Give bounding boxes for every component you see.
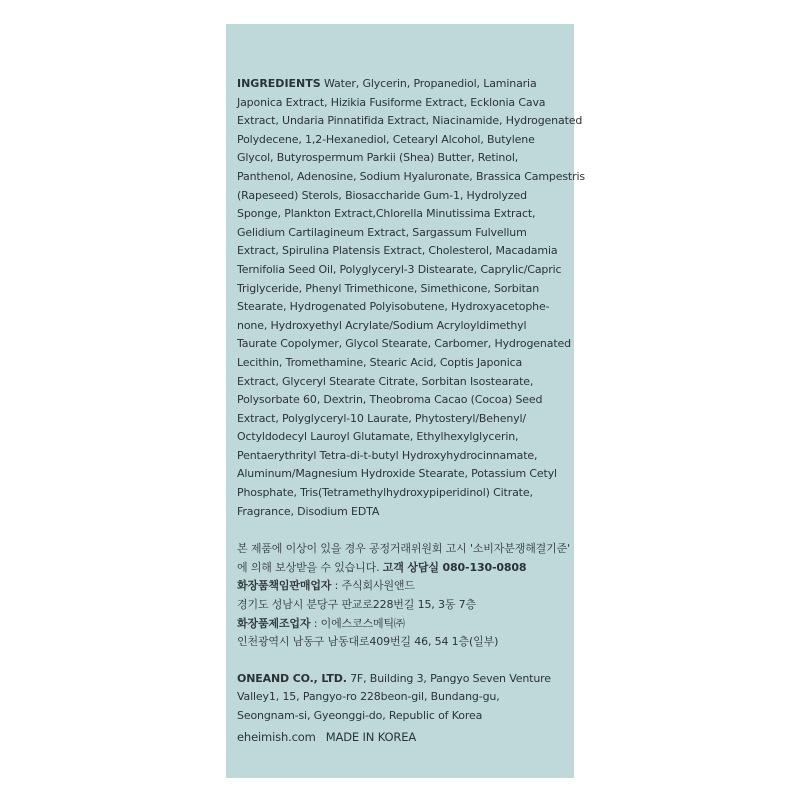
ingredients-line: Taurate Copolymer, Glycol Stearate, Carbomer, Hydrogenated	[237, 337, 571, 351]
seller-line	[237, 577, 564, 596]
consumer-dispute-notice: 본 제품에 이상이 있을 경우 공정거래위원회 고시 '소비자분쟁해결기준'	[237, 542, 570, 556]
company-address-line	[237, 670, 564, 689]
ingredients-line: Octyldodecyl Lauroyl Glutamate, Ethylhexylglycerin,	[237, 430, 519, 444]
maker-value: : 이에스코스메틱㈜	[310, 616, 405, 630]
company-address-line: Valley1, 15, Pangyo-ro 228beon-gil, Bundang-gu,	[237, 690, 500, 704]
ingredients-line: Pentaerythrityl Tetra-di-t-butyl Hydroxyhydrocinnamate,	[237, 448, 538, 462]
ingredients-line: Aluminum/Magnesium Hydroxide Stearate, Potassium Cetyl	[237, 467, 557, 481]
company-address-part: 7F, Building 3, Pangyo Seven Venture	[346, 671, 551, 685]
ingredients-line: (Rapeseed) Sterols, Biosaccharide Gum-1, Hydrolyzed	[237, 188, 527, 202]
compensation-text: 에 의해 보상받을 수 있습니다.	[237, 560, 383, 574]
company-name: ONEAND CO., LTD.	[237, 671, 347, 685]
ingredients-line: Fragrance, Disodium EDTA	[237, 504, 380, 518]
company-address-line: Seongnam-si, Gyeonggi-do, Republic of Korea	[237, 709, 483, 722]
ingredients-line: Extract, Spirulina Platensis Extract, Cholesterol, Macadamia	[237, 244, 558, 258]
korean-notice-section	[237, 540, 570, 652]
maker-label: 화장품제조업자	[237, 616, 311, 630]
made-in-text: MADE IN KOREA	[325, 729, 417, 744]
footer-line	[237, 728, 564, 747]
seller-value: : 주식회사원앤드	[331, 579, 415, 593]
ingredients-line: Polysorbate 60, Dextrin, Theobroma Cacao (Cocoa) Seed	[237, 393, 543, 407]
ingredients-line: Triglyceride, Phenyl Trimethicone, Simethicone, Sorbitan	[237, 281, 540, 295]
company-section	[237, 670, 564, 746]
maker-line	[237, 615, 564, 634]
ingredients-line: Extract, Glyceryl Stearate Citrate, Sorbitan Isostearate,	[237, 374, 534, 388]
customer-center-label: 고객 상담실	[382, 560, 439, 574]
ingredients-heading: INGREDIENTS	[237, 77, 321, 90]
maker-address: 인천광역시 남동구 남동대로409번길 46, 54 1층(일부)	[237, 635, 499, 649]
compensation-notice-line	[237, 559, 564, 578]
product-label-panel	[226, 24, 585, 778]
ingredients-line: Japonica Extract, Hizikia Fusiforme Extract, Ecklonia Cava	[237, 95, 546, 109]
ingredients-line: Sponge, Plankton Extract,Chlorella Minutissima Extract,	[237, 207, 536, 221]
customer-center-phone: 080-130-0808	[438, 560, 527, 574]
seller-label: 화장품책임판매업자	[237, 579, 332, 593]
ingredients-line: Extract, Polyglyceryl-10 Laurate, Phytosteryl/Behenyl/	[237, 411, 526, 425]
ingredients-line: Ternifolia Seed Oil, Polyglyceryl-3 Distearate, Caprylic/Capric	[237, 262, 562, 276]
ingredients-line: Lecithin, Tromethamine, Stearic Acid, Coptis Japonica	[237, 355, 523, 369]
ingredients-line: Gelidium Cartilagineum Extract, Sargassum Fulvellum	[237, 225, 527, 239]
ingredients-line: Polydecene, 1,2-Hexanediol, Cetearyl Alcohol, Butylene	[237, 132, 535, 146]
ingredients-line: Extract, Undaria Pinnatifida Extract, Niacinamide, Hydrogenated	[237, 114, 583, 128]
website-text: eheimish.com	[237, 729, 316, 744]
ingredients-line: Stearate, Hydrogenated Polyisobutene, Hydroxyacetophe-	[237, 300, 550, 314]
ingredients-line	[237, 75, 564, 94]
seller-address: 경기도 성남시 분당구 판교로228번길 15, 3동 7층	[237, 598, 476, 612]
ingredients-section	[237, 75, 585, 521]
ingredients-line: none, Hydroxyethyl Acrylate/Sodium Acryloyldimethyl	[237, 318, 527, 332]
ingredients-text: Water, Glycerin, Propanediol, Laminaria	[320, 77, 537, 90]
ingredients-line: Phosphate, Tris(Tetramethylhydroxypiperidinol) Citrate,	[237, 486, 533, 500]
ingredients-line: Glycol, Butyrospermum Parkii (Shea) Butter, Retinol,	[237, 151, 519, 165]
ingredients-line: Panthenol, Adenosine, Sodium Hyaluronate, Brassica Campestris	[237, 169, 585, 183]
